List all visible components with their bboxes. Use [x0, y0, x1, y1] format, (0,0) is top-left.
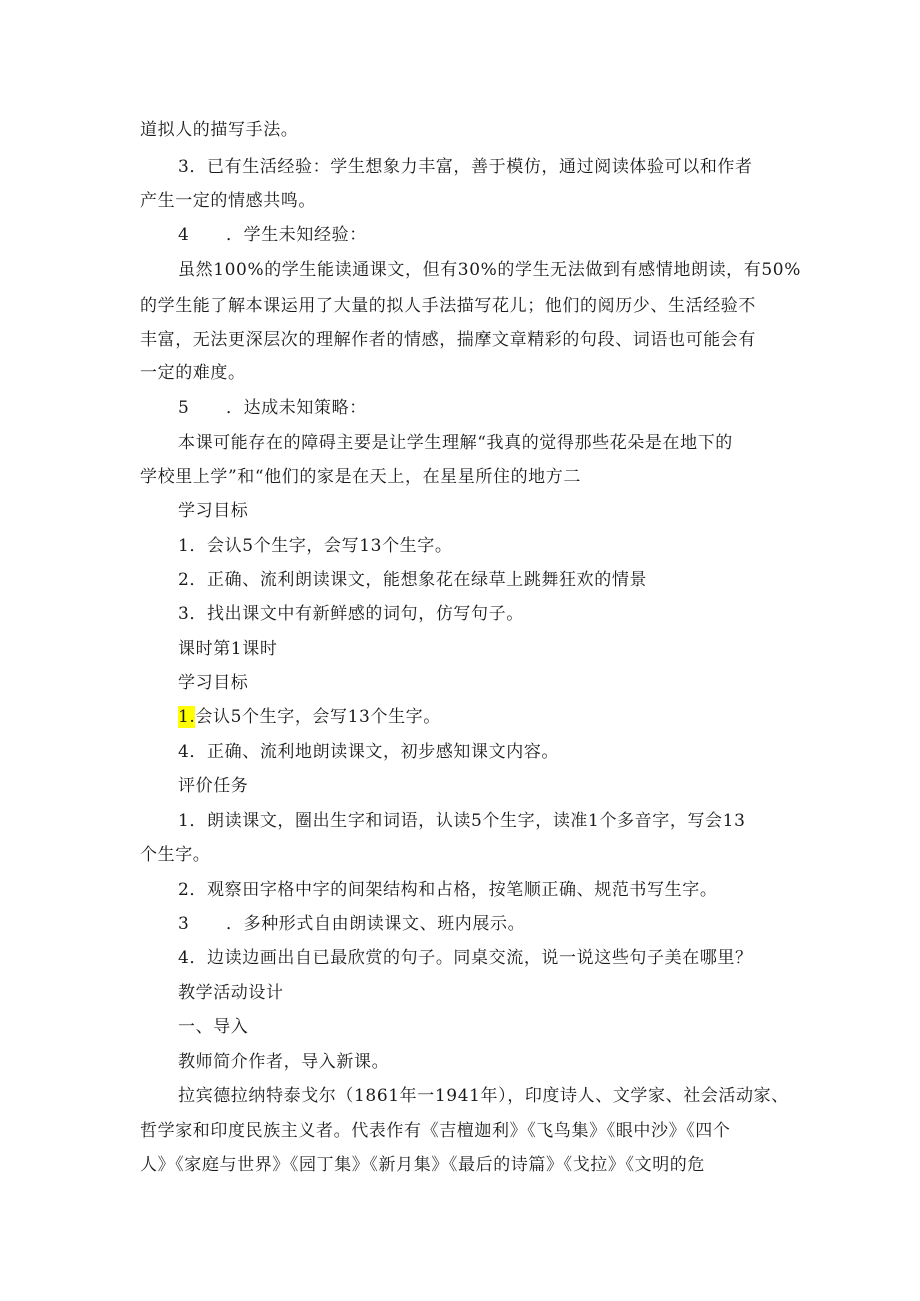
paragraph-line: 哲学家和印度民族主义者。代表作有《吉檀迦利》《飞鸟集》《眼中沙》《四个 — [140, 1121, 731, 1141]
section-heading: 教学活动设计 — [178, 983, 284, 1003]
list-text: 会认5个生字，会写13个生字。 — [195, 707, 441, 727]
list-text: ．边读边画出自已最欣赏的句子。同桌交流，说一说这些句子美在哪里？ — [189, 948, 753, 968]
list-text: ．朗读课文，圈出生字和词语，认读5个生字，读准1个多音字，写会13 — [189, 811, 746, 831]
section-heading: 学习目标 — [178, 501, 249, 521]
list-text: ．达成未知策略： — [226, 398, 367, 418]
list-number: 5 — [178, 398, 190, 418]
paragraph-line: 人》《家庭与世界》《园丁集》《新月集》《最后的诗篇》《戈拉》《文明的危 — [140, 1155, 705, 1175]
list-item — [178, 947, 823, 969]
list-number: 3 — [178, 157, 190, 177]
list-text: ．多种形式自由朗读课文、班内展示。 — [226, 914, 526, 934]
paragraph-line: 拉宾德拉纳特泰戈尔（1861年一1941年），印度诗人、文学家、社会活动家、 — [178, 1086, 789, 1106]
paragraph-line: 本课可能存在的障碍主要是让学生理解“我真的觉得那些花朵是在地下的 — [178, 433, 733, 453]
paragraph-line: 丰富，无法更深层次的理解作者的情感，揣摩文章精彩的句段、词语也可能会有 — [140, 330, 756, 350]
list-item — [178, 224, 823, 246]
list-item — [178, 810, 823, 832]
paragraph-line: 虽然100%的学生能读通课文，但有30%的学生无法做到有感情地朗读，有50% — [178, 260, 801, 280]
paragraph-line: 个生字。 — [140, 845, 211, 865]
list-item — [178, 569, 823, 591]
paragraph-line: 学校里上学”和“他们的家是在天上，在星星所住的地方二 — [140, 467, 581, 487]
list-item — [178, 535, 823, 557]
paragraph-line: 教师简介作者，导入新课。 — [178, 1052, 390, 1072]
list-item — [178, 706, 823, 728]
section-heading: 一、导入 — [178, 1017, 249, 1037]
section-heading: 评价任务 — [178, 776, 249, 796]
list-item — [178, 156, 823, 178]
paragraph-line: 道拟人的描写手法。 — [140, 120, 299, 140]
list-number: 3 — [178, 914, 190, 934]
list-item — [178, 603, 823, 625]
list-text: ．会认5个生字，会写13个生字。 — [189, 536, 453, 556]
list-item — [178, 397, 823, 419]
list-text: ．学生未知经验： — [226, 225, 367, 245]
paragraph-line: 的学生能了解本课运用了大量的拟人手法描写花儿；他们的阅历少、生活经验不 — [140, 296, 756, 316]
list-text: ．已有生活经验：学生想象力丰富，善于模仿，通过阅读体验可以和作者 — [189, 157, 753, 177]
paragraph-line: 产生一定的情感共鸣。 — [140, 191, 316, 211]
list-number: 1 — [178, 811, 190, 831]
list-text: ．找出课文中有新鲜感的词句，仿写句子。 — [189, 604, 524, 624]
list-number: 2 — [178, 880, 190, 900]
list-item — [178, 913, 823, 935]
list-text: ．正确、流利朗读课文，能想象花在绿草上跳舞狂欢的情景 — [189, 570, 648, 590]
list-item — [178, 741, 823, 763]
list-number: 4 — [178, 948, 190, 968]
list-number: 4 — [178, 225, 190, 245]
list-item — [178, 879, 823, 901]
section-heading: 课时第1课时 — [178, 639, 278, 659]
paragraph-line: 一定的难度。 — [140, 363, 246, 383]
list-number: 3 — [178, 604, 190, 624]
list-number: 1 — [178, 536, 190, 556]
list-number: 2 — [178, 570, 190, 590]
list-text: ．正确、流利地朗读课文，初步感知课文内容。 — [189, 742, 560, 762]
list-number: 4 — [178, 742, 190, 762]
section-heading: 学习目标 — [178, 673, 249, 693]
highlighted-list-number: 1. — [178, 707, 196, 727]
list-text: ．观察田字格中字的间架结构和占格，按笔顺正确、规范书写生字。 — [189, 880, 718, 900]
